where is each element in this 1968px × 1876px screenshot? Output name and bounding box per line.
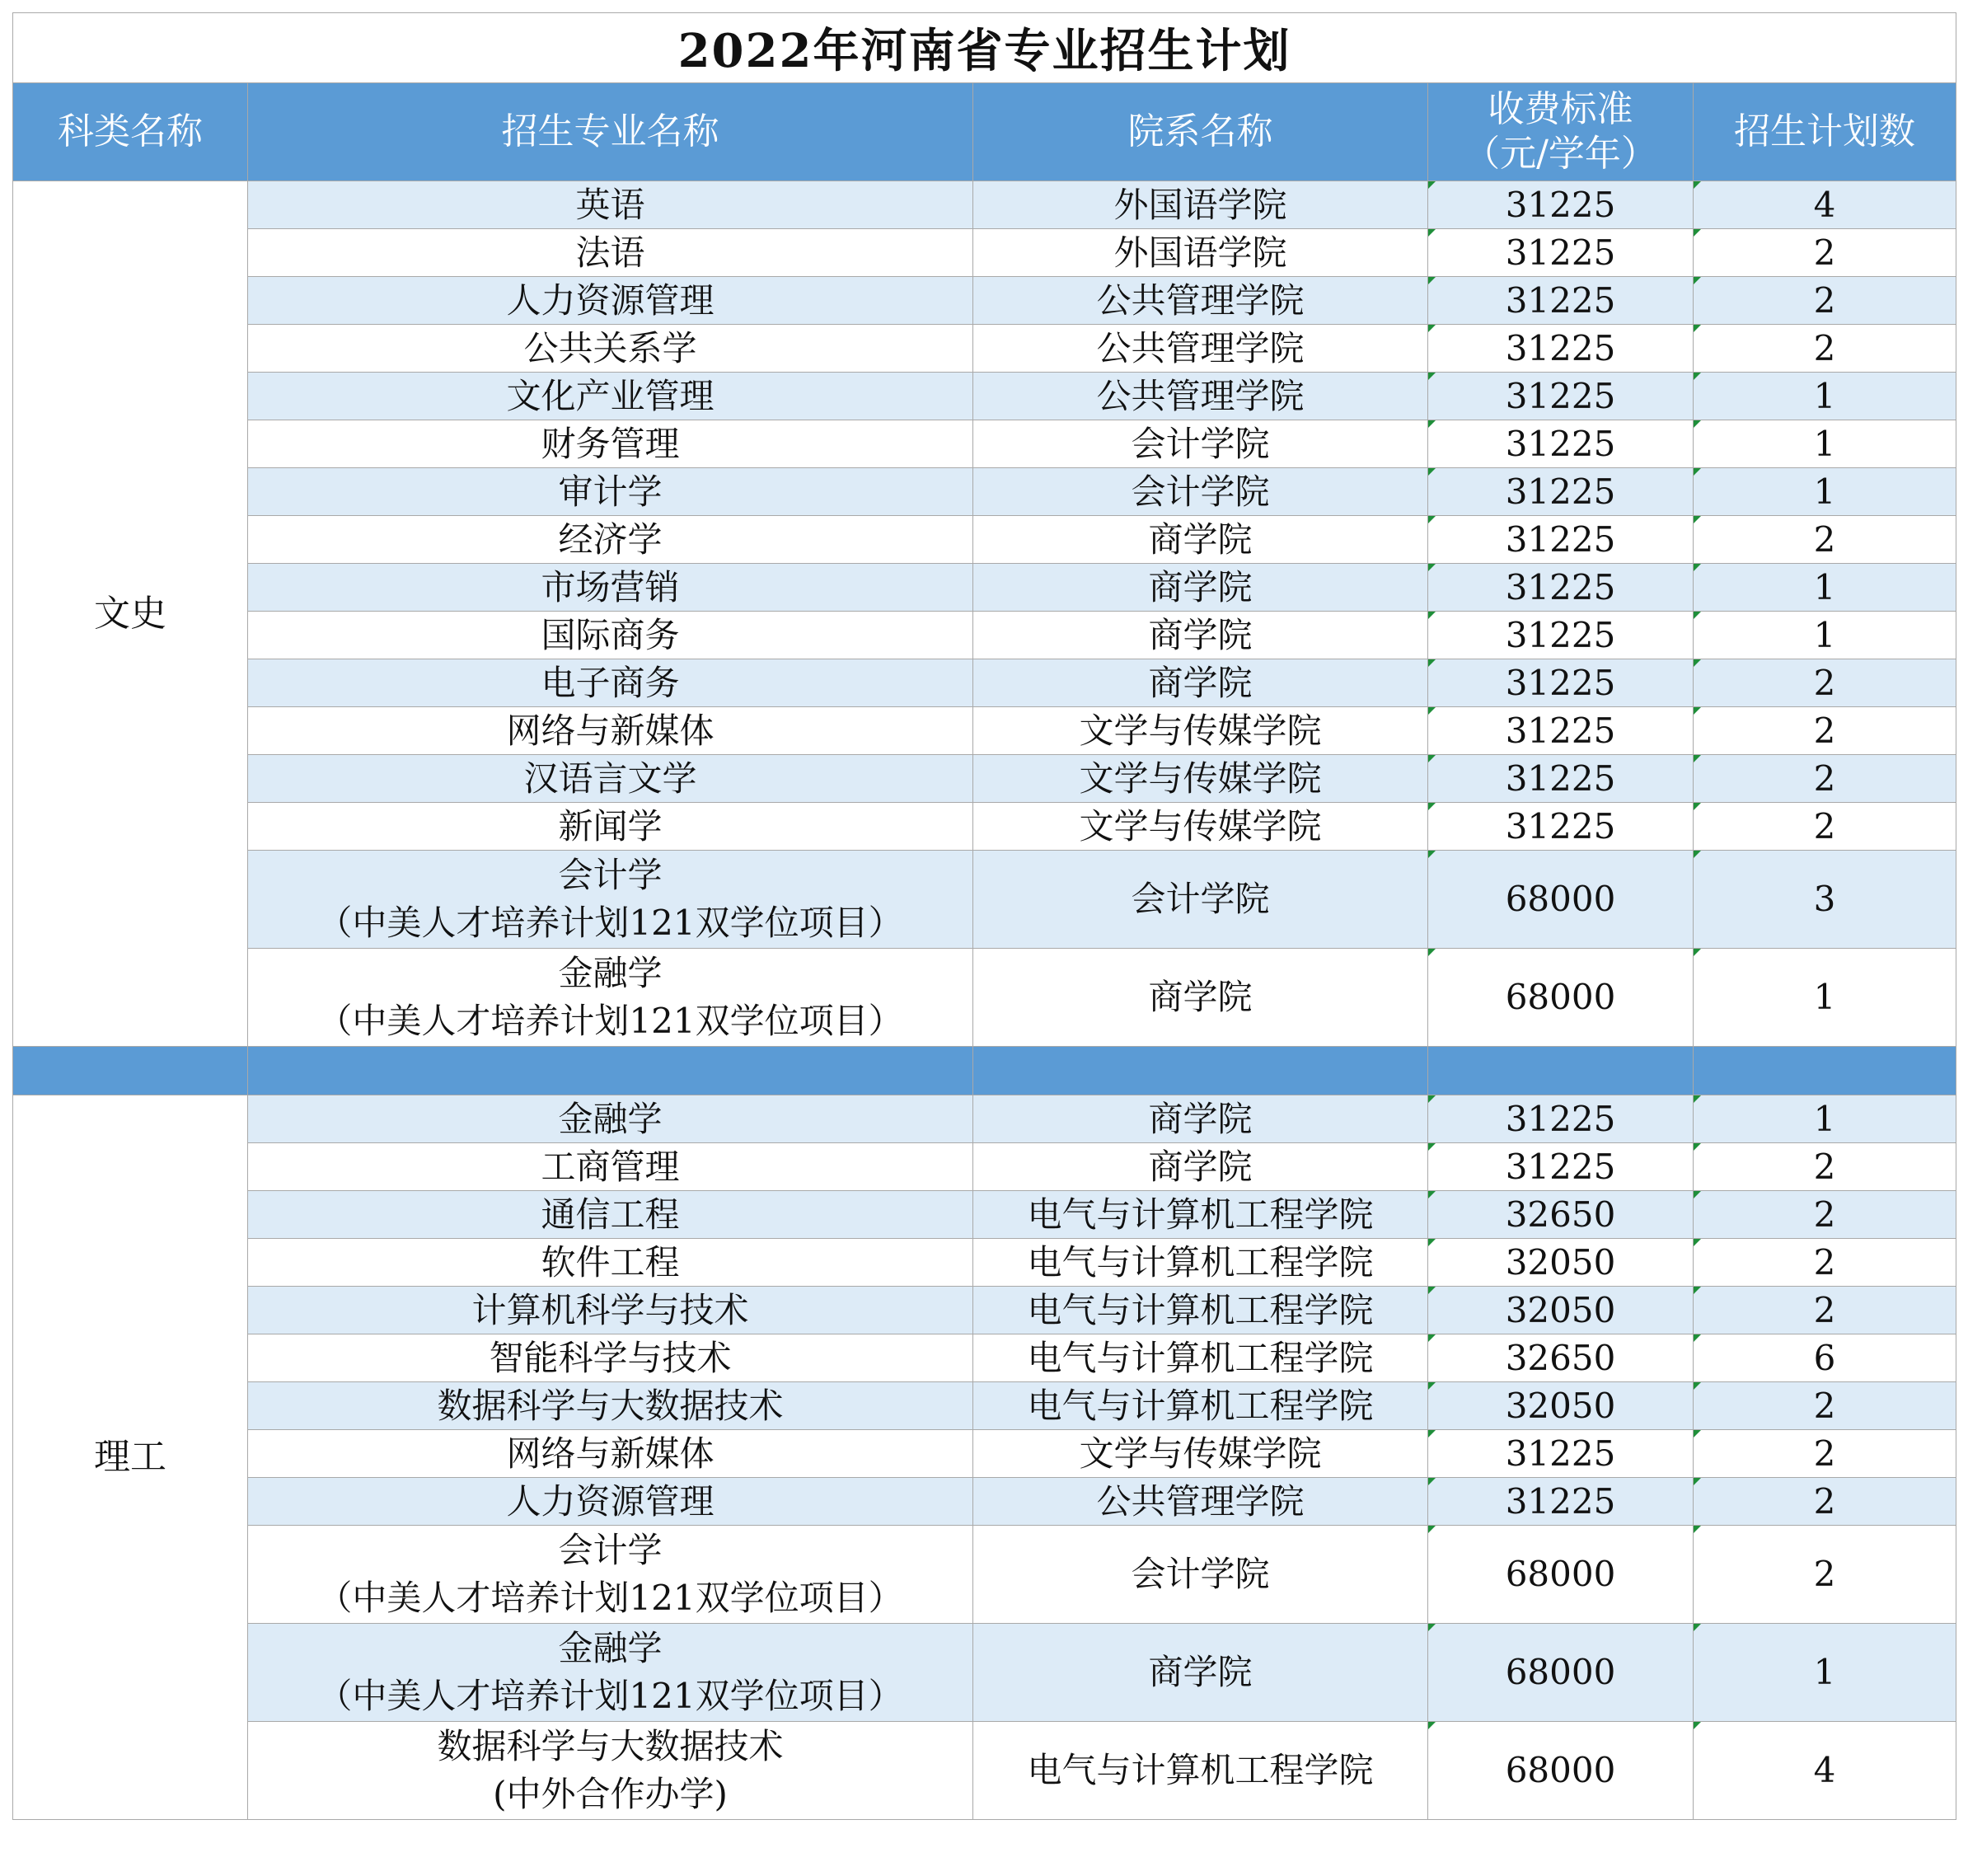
plan-cell: 4 xyxy=(1694,181,1956,229)
major-cell xyxy=(248,803,973,851)
category-cell: 文史 xyxy=(13,181,248,1047)
major-cell xyxy=(248,755,973,803)
major-note: （中美人才培养计划121双学位项目） xyxy=(317,1578,903,1618)
major-name: 经济学 xyxy=(558,518,663,560)
major-cell xyxy=(248,1143,973,1191)
dept-cell: 外国语学院 xyxy=(973,181,1428,229)
major-cell xyxy=(248,277,973,325)
major-name: 工商管理 xyxy=(541,1146,680,1187)
plan-cell: 2 xyxy=(1694,659,1956,707)
dept-cell: 电气与计算机工程学院 xyxy=(973,1382,1428,1430)
fee-cell: 31225 xyxy=(1428,564,1694,612)
dept-cell: 外国语学院 xyxy=(973,229,1428,277)
table-row xyxy=(13,755,1956,803)
fee-cell: 32050 xyxy=(1428,1287,1694,1334)
fee-cell: 68000 xyxy=(1428,949,1694,1047)
major-name: 汉语言文学 xyxy=(523,757,697,799)
plan-cell: 1 xyxy=(1694,1624,1956,1722)
major-name: 计算机科学与技术 xyxy=(471,1289,749,1330)
plan-cell: 1 xyxy=(1694,373,1956,420)
major-name: 人力资源管理 xyxy=(506,1480,715,1522)
separator-cell xyxy=(1694,1047,1956,1095)
fee-cell: 32050 xyxy=(1428,1239,1694,1287)
major-cell xyxy=(248,612,973,659)
plan-cell: 1 xyxy=(1694,1095,1956,1143)
major-name: 公共关系学 xyxy=(523,327,697,368)
major-cell xyxy=(248,420,973,468)
fee-cell: 31225 xyxy=(1428,325,1694,373)
table-row xyxy=(13,229,1956,277)
major-cell xyxy=(248,1191,973,1239)
major-name: 网络与新媒体 xyxy=(506,710,715,751)
major-name: 人力资源管理 xyxy=(506,279,715,321)
table-row xyxy=(13,277,1956,325)
fee-cell: 31225 xyxy=(1428,468,1694,516)
major-name: 审计学 xyxy=(558,471,663,512)
plan-cell: 2 xyxy=(1694,803,1956,851)
table-row xyxy=(13,1191,1956,1239)
major-name: 通信工程 xyxy=(541,1194,680,1235)
header-fee-line2: （元/学年） xyxy=(1464,133,1657,175)
dept-cell: 商学院 xyxy=(973,659,1428,707)
dept-cell: 电气与计算机工程学院 xyxy=(973,1239,1428,1287)
major-note: (中外合作办学) xyxy=(493,1774,728,1814)
page-title: 2022年河南省专业招生计划 xyxy=(13,13,1956,83)
plan-cell: 4 xyxy=(1694,1722,1956,1820)
dept-cell: 文学与传媒学院 xyxy=(973,707,1428,755)
major-name: 财务管理 xyxy=(541,423,680,464)
fee-cell: 31225 xyxy=(1428,659,1694,707)
header-fee-line1: 收费标准 xyxy=(1488,88,1633,130)
major-cell xyxy=(248,659,973,707)
major-note: （中美人才培养计划121双学位项目） xyxy=(317,1001,903,1041)
table-row xyxy=(13,1143,1956,1191)
major-cell xyxy=(248,373,973,420)
table-row xyxy=(13,564,1956,612)
fee-cell: 31225 xyxy=(1428,277,1694,325)
header-row xyxy=(13,83,1956,181)
fee-cell: 32650 xyxy=(1428,1334,1694,1382)
table-row xyxy=(13,1722,1956,1820)
table-row xyxy=(13,659,1956,707)
major-name: 数据科学与大数据技术 xyxy=(437,1385,784,1426)
major-name: 会计学 xyxy=(558,855,663,895)
table-row xyxy=(13,181,1956,229)
major-cell xyxy=(248,707,973,755)
dept-cell: 商学院 xyxy=(973,1095,1428,1143)
table-row xyxy=(13,1334,1956,1382)
major-cell xyxy=(248,1430,973,1478)
major-cell xyxy=(248,1722,973,1820)
dept-cell: 商学院 xyxy=(973,612,1428,659)
plan-cell: 2 xyxy=(1694,1191,1956,1239)
major-note: （中美人才培养计划121双学位项目） xyxy=(317,1676,903,1716)
plan-cell: 1 xyxy=(1694,949,1956,1047)
fee-cell: 68000 xyxy=(1428,1624,1694,1722)
fee-cell: 32050 xyxy=(1428,1382,1694,1430)
major-cell xyxy=(248,1095,973,1143)
major-name: 会计学 xyxy=(558,1530,663,1570)
fee-cell: 31225 xyxy=(1428,1478,1694,1526)
plan-cell: 3 xyxy=(1694,851,1956,949)
separator-cell xyxy=(973,1047,1428,1095)
fee-cell: 31225 xyxy=(1428,420,1694,468)
header-major: 招生专业名称 xyxy=(248,83,973,181)
table-row xyxy=(13,1624,1956,1722)
major-cell xyxy=(248,325,973,373)
major-name: 数据科学与大数据技术 xyxy=(437,1726,784,1766)
plan-cell: 2 xyxy=(1694,325,1956,373)
fee-cell: 68000 xyxy=(1428,1526,1694,1624)
plan-cell: 2 xyxy=(1694,755,1956,803)
major-name: 国际商务 xyxy=(541,614,680,655)
dept-cell: 文学与传媒学院 xyxy=(973,1430,1428,1478)
header-fee xyxy=(1428,83,1694,181)
major-cell xyxy=(248,949,973,1047)
major-note: （中美人才培养计划121双学位项目） xyxy=(317,903,903,943)
major-cell xyxy=(248,181,973,229)
major-name: 金融学 xyxy=(558,953,663,993)
dept-cell: 公共管理学院 xyxy=(973,1478,1428,1526)
separator-cell xyxy=(13,1047,248,1095)
table-row xyxy=(13,468,1956,516)
header-dept: 院系名称 xyxy=(973,83,1428,181)
plan-cell: 1 xyxy=(1694,420,1956,468)
major-cell xyxy=(248,1287,973,1334)
table-row xyxy=(13,1239,1956,1287)
plan-cell: 6 xyxy=(1694,1334,1956,1382)
table-row xyxy=(13,707,1956,755)
dept-cell: 会计学院 xyxy=(973,851,1428,949)
major-cell xyxy=(248,229,973,277)
header-category: 科类名称 xyxy=(13,83,248,181)
table-row xyxy=(13,612,1956,659)
fee-cell: 31225 xyxy=(1428,755,1694,803)
major-name: 文化产业管理 xyxy=(506,375,715,416)
plan-cell: 2 xyxy=(1694,1287,1956,1334)
table-row xyxy=(13,851,1956,949)
major-name: 智能科学与技术 xyxy=(489,1337,732,1378)
dept-cell: 会计学院 xyxy=(973,420,1428,468)
dept-cell: 商学院 xyxy=(973,949,1428,1047)
major-cell xyxy=(248,468,973,516)
plan-cell: 2 xyxy=(1694,277,1956,325)
dept-cell: 商学院 xyxy=(973,516,1428,564)
dept-cell: 商学院 xyxy=(973,1624,1428,1722)
major-cell xyxy=(248,1382,973,1430)
plan-cell: 2 xyxy=(1694,1478,1956,1526)
dept-cell: 会计学院 xyxy=(973,468,1428,516)
plan-cell: 1 xyxy=(1694,468,1956,516)
major-name: 金融学 xyxy=(558,1628,663,1668)
fee-cell: 31225 xyxy=(1428,1143,1694,1191)
plan-cell: 2 xyxy=(1694,1430,1956,1478)
plan-cell: 2 xyxy=(1694,1382,1956,1430)
table-row xyxy=(13,516,1956,564)
major-cell xyxy=(248,1624,973,1722)
fee-cell: 31225 xyxy=(1428,516,1694,564)
table-row xyxy=(13,1526,1956,1624)
dept-cell: 电气与计算机工程学院 xyxy=(973,1722,1428,1820)
plan-cell: 2 xyxy=(1694,1239,1956,1287)
major-cell xyxy=(248,851,973,949)
dept-cell: 公共管理学院 xyxy=(973,325,1428,373)
dept-cell: 文学与传媒学院 xyxy=(973,803,1428,851)
separator-cell xyxy=(248,1047,973,1095)
table-row xyxy=(13,1478,1956,1526)
fee-cell: 68000 xyxy=(1428,1722,1694,1820)
dept-cell: 电气与计算机工程学院 xyxy=(973,1191,1428,1239)
fee-cell: 31225 xyxy=(1428,181,1694,229)
major-name: 网络与新媒体 xyxy=(506,1433,715,1474)
major-name: 电子商务 xyxy=(541,662,680,703)
fee-cell: 31225 xyxy=(1428,803,1694,851)
major-cell xyxy=(248,516,973,564)
fee-cell: 31225 xyxy=(1428,612,1694,659)
major-name: 软件工程 xyxy=(541,1241,680,1283)
header-plan: 招生计划数 xyxy=(1694,83,1956,181)
major-name: 金融学 xyxy=(558,1098,663,1139)
table-row xyxy=(13,1287,1956,1334)
dept-cell: 公共管理学院 xyxy=(973,373,1428,420)
plan-cell: 2 xyxy=(1694,516,1956,564)
major-cell xyxy=(248,1478,973,1526)
table-row xyxy=(13,325,1956,373)
fee-cell: 68000 xyxy=(1428,851,1694,949)
table-row xyxy=(13,1382,1956,1430)
plan-cell: 1 xyxy=(1694,612,1956,659)
table-row xyxy=(13,1095,1956,1143)
enrollment-plan-table xyxy=(12,12,1956,1820)
table-row xyxy=(13,1430,1956,1478)
fee-cell: 31225 xyxy=(1428,707,1694,755)
separator-cell xyxy=(1428,1047,1694,1095)
dept-cell: 电气与计算机工程学院 xyxy=(973,1287,1428,1334)
dept-cell: 公共管理学院 xyxy=(973,277,1428,325)
plan-cell: 2 xyxy=(1694,1526,1956,1624)
dept-cell: 会计学院 xyxy=(973,1526,1428,1624)
dept-cell: 商学院 xyxy=(973,564,1428,612)
table-row xyxy=(13,949,1956,1047)
major-cell xyxy=(248,1334,973,1382)
fee-cell: 31225 xyxy=(1428,229,1694,277)
group-separator-row xyxy=(13,1047,1956,1095)
fee-cell: 31225 xyxy=(1428,373,1694,420)
major-cell xyxy=(248,1239,973,1287)
major-name: 法语 xyxy=(575,232,645,273)
plan-cell: 2 xyxy=(1694,229,1956,277)
table-row xyxy=(13,420,1956,468)
dept-cell: 电气与计算机工程学院 xyxy=(973,1334,1428,1382)
table-row xyxy=(13,803,1956,851)
major-name: 市场营销 xyxy=(541,566,680,607)
category-cell: 理工 xyxy=(13,1095,248,1820)
major-cell xyxy=(248,1526,973,1624)
plan-cell: 2 xyxy=(1694,707,1956,755)
fee-cell: 31225 xyxy=(1428,1430,1694,1478)
table-row xyxy=(13,373,1956,420)
fee-cell: 31225 xyxy=(1428,1095,1694,1143)
major-cell xyxy=(248,564,973,612)
fee-cell: 32650 xyxy=(1428,1191,1694,1239)
major-name: 新闻学 xyxy=(558,805,663,847)
table-body xyxy=(13,181,1956,1820)
dept-cell: 商学院 xyxy=(973,1143,1428,1191)
major-name: 英语 xyxy=(575,184,645,225)
plan-cell: 2 xyxy=(1694,1143,1956,1191)
plan-cell: 1 xyxy=(1694,564,1956,612)
dept-cell: 文学与传媒学院 xyxy=(973,755,1428,803)
